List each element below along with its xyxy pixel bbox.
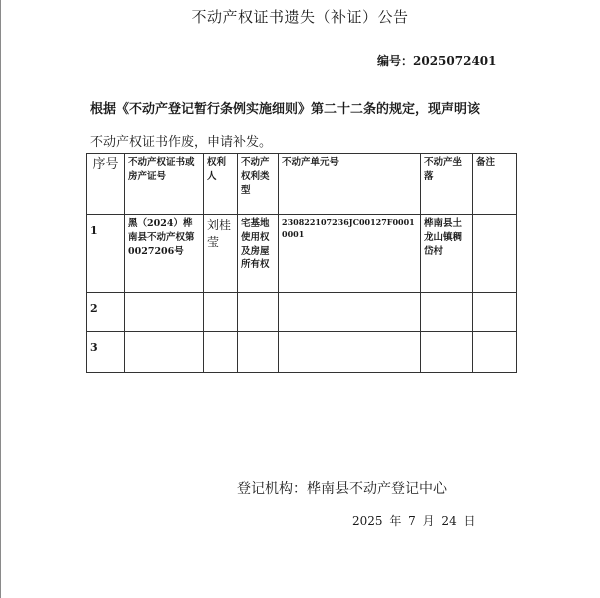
- row-unit-number: [279, 293, 421, 332]
- row-owner: [204, 293, 238, 332]
- page-title: 不动产权证书遗失（补证）公告: [191, 8, 409, 26]
- row-location: [421, 332, 473, 373]
- notice-text-line-1: 根据《不动产登记暂行条例实施细则》第二十二条的规定，现声明该: [90, 102, 481, 117]
- issue-date: 2025 年 7 月 24 日: [352, 514, 476, 528]
- row-right-type: 宅基地使用权及房屋所有权: [238, 215, 279, 293]
- page-left-border: [0, 0, 1, 598]
- header-right-type: 不动产权利类型: [238, 154, 279, 215]
- header-seq: 序号: [87, 154, 125, 215]
- row-cert-number: 黑（2024）桦南县不动产权第0027206号: [125, 215, 204, 293]
- header-location: 不动产坐落: [421, 154, 473, 215]
- row-note: [473, 293, 517, 332]
- certificate-table: [86, 153, 517, 373]
- row-owner: [204, 332, 238, 373]
- table-row: [87, 215, 517, 293]
- row-cert-number: [125, 293, 204, 332]
- row-cert-number: [125, 332, 204, 373]
- row-note: [473, 332, 517, 373]
- row-owner: 刘桂莹: [204, 215, 238, 293]
- row-unit-number: [279, 332, 421, 373]
- row-right-type: [238, 293, 279, 332]
- header-note: 备注: [473, 154, 517, 215]
- notice-text-line-2: 不动产权证书作废，申请补发。: [90, 135, 273, 150]
- row-unit-number: 230822107236JC00127F00010001: [279, 215, 421, 293]
- row-location: [421, 293, 473, 332]
- row-seq: 1: [87, 215, 125, 293]
- table-row: [87, 332, 517, 373]
- header-cert-number: 不动产权证书或房产证号: [125, 154, 204, 215]
- row-location: 桦南县土龙山镇稠岱村: [421, 215, 473, 293]
- row-seq: 3: [87, 332, 125, 373]
- table-row: [87, 293, 517, 332]
- header-unit-number: 不动产单元号: [279, 154, 421, 215]
- row-right-type: [238, 332, 279, 373]
- row-note: [473, 215, 517, 293]
- row-seq: 2: [87, 293, 125, 332]
- header-owner: 权利人: [204, 154, 238, 215]
- table-header-row: [87, 154, 517, 215]
- document-number: 编号：2025072401: [377, 54, 497, 68]
- registration-authority: 登记机构：桦南县不动产登记中心: [237, 481, 447, 497]
